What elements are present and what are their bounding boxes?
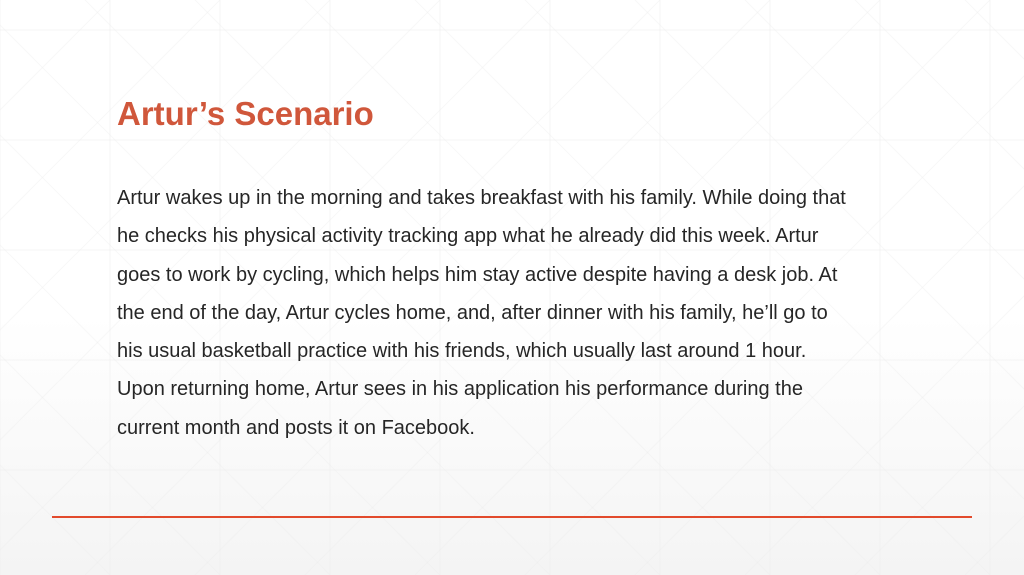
paragraph-line: Upon returning home, Artur sees in his application his performance during the <box>117 378 803 401</box>
paragraph-line: the end of the day, Artur cycles home, and, after dinner with his family, he’ll go to <box>117 301 828 324</box>
pattern-line <box>0 0 110 575</box>
paragraph-line: his usual basketball practice with his friends, which usually last around 1 hour. <box>117 340 807 363</box>
footer-divider <box>52 516 972 518</box>
paragraph-line: he checks his physical activity tracking app what he already did this week. Artur <box>117 225 819 248</box>
paragraph-line: current month and posts it on Facebook. <box>117 416 475 439</box>
pattern-line <box>965 0 1024 575</box>
pattern-line <box>965 0 1024 575</box>
paragraph-line: Artur wakes up in the morning and takes breakfast with his family. While doing that <box>117 187 846 209</box>
slide-title: Artur’s Scenario <box>117 95 374 132</box>
scenario-paragraph <box>117 179 907 447</box>
pattern-line <box>0 0 110 575</box>
paragraph-line: goes to work by cycling, which helps him stay active despite having a desk job. At <box>117 263 838 286</box>
